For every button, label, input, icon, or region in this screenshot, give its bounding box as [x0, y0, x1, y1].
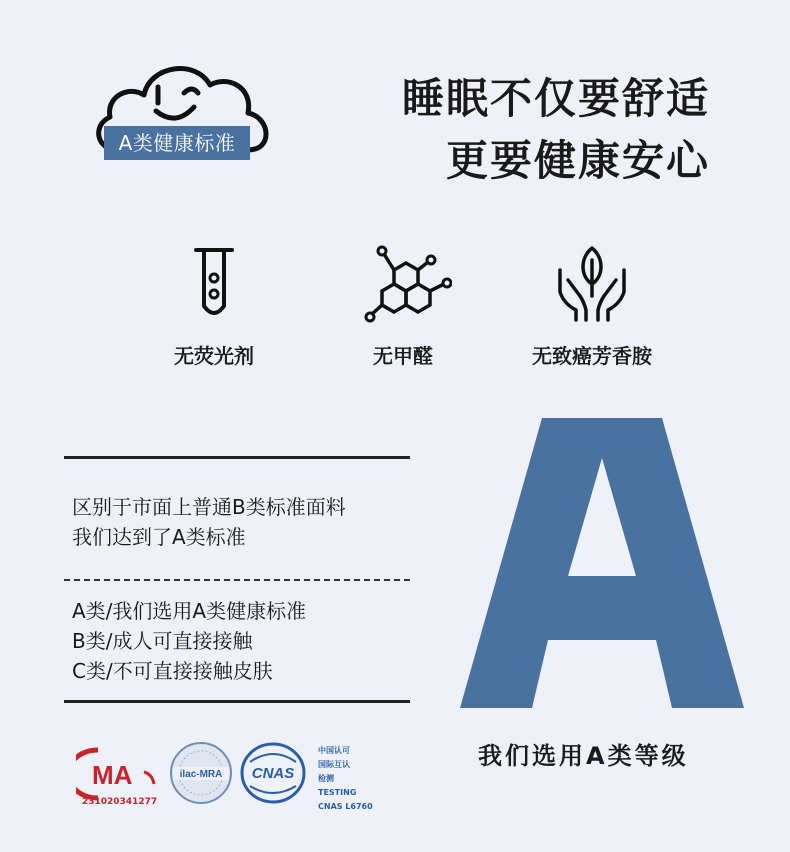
- cnas-text: CNAS: [251, 765, 295, 782]
- cma-number: 231020341277: [82, 797, 158, 807]
- dashed-divider: [64, 579, 410, 581]
- top-divider: [64, 456, 410, 459]
- grade-b-line: B类/成人可直接接触: [72, 629, 253, 653]
- feature-label-no-formaldehyde: 无甲醛: [373, 344, 433, 368]
- grade-c-line: C类/不可直接接触皮肤: [72, 659, 273, 683]
- feature-label-no-aromatic-amines: 无致癌芳香胺: [532, 344, 652, 368]
- headline-line-1: 睡眠不仅要舒适: [401, 74, 710, 123]
- intro-line-1: 区别于市面上普通B类标准面料: [72, 495, 346, 519]
- cnas-logo-icon: [240, 742, 306, 804]
- hands-leaf-icon: [554, 240, 630, 324]
- bottom-divider: [64, 700, 410, 703]
- cnas-description: [318, 744, 373, 814]
- cnas-line: CNAS L6760: [318, 802, 373, 811]
- ilac-mra-logo-icon: [168, 740, 234, 806]
- cnas-line: 中国认可: [318, 746, 350, 755]
- molecule-icon: [364, 240, 452, 330]
- grade-caption: 我们选用A类等级: [478, 742, 689, 770]
- cma-text: MA: [92, 760, 133, 790]
- cnas-line: 检测: [318, 774, 334, 783]
- grade-a-line: A类/我们选用A类健康标准: [72, 599, 307, 623]
- test-tube-icon: [174, 244, 254, 324]
- a-class-badge: A类健康标准: [104, 126, 250, 160]
- big-letter-a: [460, 418, 744, 708]
- feature-label-no-fluorescent: 无荧光剂: [174, 344, 254, 368]
- headline-line-2: 更要健康安心: [445, 136, 710, 185]
- cnas-line: TESTING: [318, 788, 357, 797]
- cnas-line: 国际互认: [318, 760, 350, 769]
- ilac-text: ilac-MRA: [179, 769, 223, 780]
- intro-line-2: 我们达到了A类标准: [72, 525, 246, 549]
